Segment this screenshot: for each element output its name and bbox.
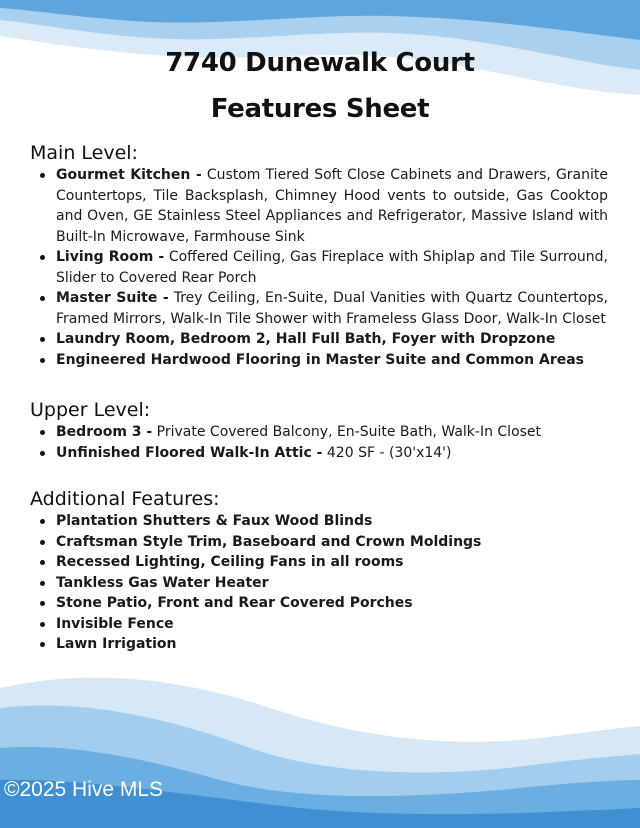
upper-level-list: [38, 422, 608, 463]
additional-features-list: [38, 511, 608, 655]
item-label: Engineered Hardwood Flooring in Master Suite and Common Areas: [56, 351, 585, 368]
list-item: [38, 552, 608, 573]
item-label: Master Suite -: [56, 290, 169, 306]
list-item: [38, 614, 608, 635]
list-item: [38, 329, 608, 350]
item-label: Laundry Room, Bedroom 2, Hall Full Bath, Foyer with Dropzone: [56, 331, 556, 347]
item-label: Bedroom 3 -: [56, 424, 153, 440]
list-item: [38, 422, 608, 443]
item-text: Custom Tiered Soft Close Cabinets and Drawers, Granite Countertops, Tile Backsplash, Chimney Hood vents to outside, Gas Cooktop and Oven, GE Stainless Steel Appliances and Refrigerator, Massive Island with Built-In Microwave, Farmhouse Sink: [56, 167, 608, 245]
list-item: [38, 593, 608, 614]
copyright-watermark: ©2025 Hive MLS: [4, 778, 164, 801]
item-label: Craftsman Style Trim, Baseboard and Crown Moldings: [56, 533, 482, 550]
main-level-list: [38, 165, 608, 370]
list-item: [38, 443, 608, 464]
page-subtitle: Features Sheet: [210, 94, 430, 124]
item-text: 420 SF - (30'x14'): [326, 444, 452, 461]
list-item: [38, 532, 608, 553]
item-text: Private Covered Balcony, En-Suite Bath, Walk-In Closet: [156, 424, 542, 440]
list-item: [38, 165, 608, 247]
item-label: Unfinished Floored Walk-In Attic -: [56, 444, 323, 461]
item-label: Tankless Gas Water Heater: [56, 574, 269, 591]
item-label: Plantation Shutters & Faux Wood Blinds: [56, 513, 373, 529]
main-level-heading: Main Level:: [30, 142, 138, 164]
item-text: Coffered Ceiling, Gas Fireplace with Shiplap and Tile Surround, Slider to Covered Rear Porch: [56, 249, 609, 286]
list-item: [38, 573, 608, 594]
list-item: [38, 288, 608, 329]
item-label: Gourmet Kitchen -: [56, 167, 202, 183]
page-title: 7740 Dunewalk Court: [165, 48, 475, 78]
item-label: Stone Patio, Front and Rear Covered Porches: [56, 595, 413, 611]
item-label: Recessed Lighting, Ceiling Fans in all rooms: [56, 554, 404, 570]
list-item: [38, 634, 608, 655]
item-text: Trey Ceiling, En-Suite, Dual Vanities with Quartz Countertops, Framed Mirrors, Walk-In Tile Shower with Frameless Glass Door, Walk-In Closet: [56, 290, 608, 327]
footer-wave-decoration: [0, 668, 640, 828]
item-label: Lawn Irrigation: [56, 636, 177, 652]
list-item: [38, 247, 608, 288]
list-item: [38, 511, 608, 532]
additional-features-heading: Additional Features:: [30, 488, 220, 510]
item-label: Living Room -: [56, 249, 165, 265]
item-label: Invisible Fence: [56, 615, 174, 632]
list-item: [38, 350, 608, 371]
upper-level-heading: Upper Level:: [30, 399, 151, 421]
